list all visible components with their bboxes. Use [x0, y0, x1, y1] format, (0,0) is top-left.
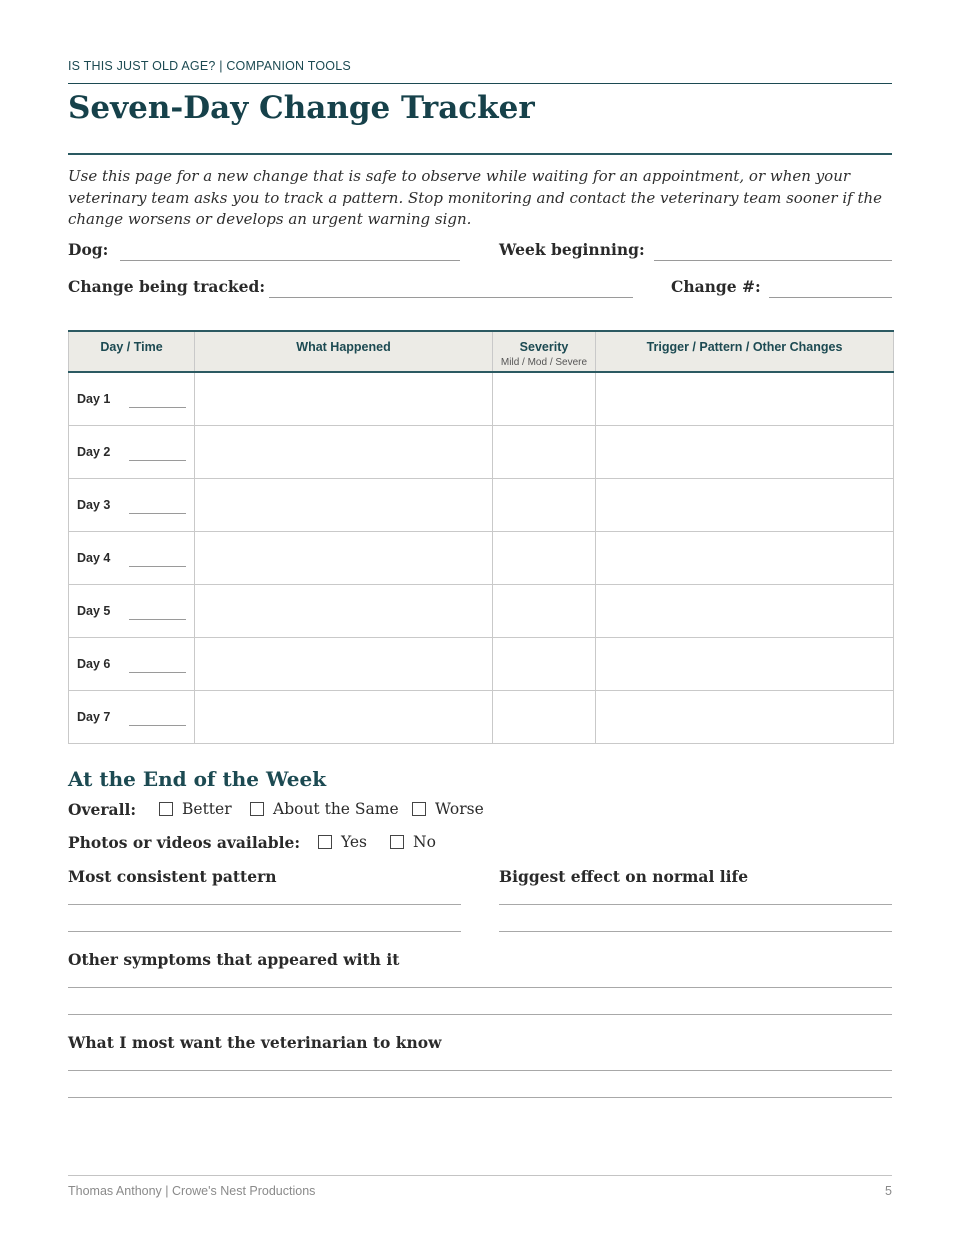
day-label: Day 3 — [77, 497, 111, 512]
symptoms-line-2[interactable] — [68, 1014, 892, 1015]
severity-cell[interactable] — [493, 531, 596, 584]
day-time-cell[interactable] — [69, 690, 195, 743]
no-option-label: No — [413, 833, 436, 851]
what-happened-cell[interactable] — [195, 372, 493, 425]
change-number-field[interactable] — [769, 297, 892, 298]
day-label: Day 4 — [77, 550, 111, 565]
time-line — [129, 513, 186, 514]
week-beginning-label: Week beginning: — [499, 240, 645, 259]
overall-row — [68, 800, 892, 822]
table-row — [69, 637, 894, 690]
vet-line-2[interactable] — [68, 1097, 892, 1098]
day-time-cell[interactable] — [69, 531, 195, 584]
day-time-cell[interactable] — [69, 637, 195, 690]
trigger-cell[interactable] — [596, 531, 894, 584]
what-happened-cell[interactable] — [195, 531, 493, 584]
pattern-line-2[interactable] — [68, 931, 461, 932]
time-line — [129, 619, 186, 620]
dog-field[interactable] — [120, 260, 460, 261]
trigger-cell[interactable] — [596, 584, 894, 637]
day-time-cell[interactable] — [69, 478, 195, 531]
page-title: Seven-Day Change Tracker — [68, 90, 535, 126]
better-option-label: Better — [182, 800, 232, 818]
day-label: Day 6 — [77, 656, 111, 671]
table-row — [69, 478, 894, 531]
photos-label: Photos or videos available: — [68, 833, 301, 852]
column-header-what-happened: What Happened — [195, 331, 493, 372]
column-header-day-time: Day / Time — [69, 331, 195, 372]
yes-checkbox[interactable] — [318, 835, 332, 849]
time-line — [129, 566, 186, 567]
severity-cell[interactable] — [493, 478, 596, 531]
change-tracked-label: Change being tracked: — [68, 277, 266, 296]
table-header-row — [69, 331, 894, 372]
day-time-cell[interactable] — [69, 372, 195, 425]
tracker-table — [68, 330, 894, 744]
pattern-line-1[interactable] — [68, 904, 461, 905]
time-line — [129, 407, 186, 408]
change-tracked-field[interactable] — [269, 297, 633, 298]
section-title-end-of-week: At the End of the Week — [68, 767, 327, 791]
column-header-severity: Severity Mild / Mod / Severe — [493, 331, 596, 372]
table-row — [69, 584, 894, 637]
severity-cell[interactable] — [493, 584, 596, 637]
severity-cell[interactable] — [493, 637, 596, 690]
week-beginning-field[interactable] — [654, 260, 892, 261]
yes-option-label: Yes — [341, 833, 368, 851]
worksheet-page — [68, 0, 892, 1243]
symptoms-prompt: Other symptoms that appeared with it — [68, 950, 400, 969]
header-rule — [68, 83, 892, 84]
severity-scale: Mild / Mod / Severe — [500, 357, 588, 368]
trigger-cell[interactable] — [596, 478, 894, 531]
time-line — [129, 725, 186, 726]
change-number-label: Change #: — [671, 277, 761, 296]
worse-option-label: Worse — [435, 800, 484, 818]
day-label: Day 1 — [77, 392, 111, 406]
photos-row — [68, 833, 892, 855]
what-happened-cell[interactable] — [195, 478, 493, 531]
what-happened-cell[interactable] — [195, 584, 493, 637]
page-number: 5 — [885, 1184, 892, 1198]
worse-checkbox[interactable] — [412, 802, 426, 816]
intro-text: Use this page for a new change that is safe to observe while waiting for an appointment, or when your veterinary team asks you to track a pattern. Stop monitoring and contact the veterinary team sooner if the change worsens or develops an urgent warning sign. — [68, 167, 883, 228]
trigger-cell[interactable] — [596, 372, 894, 425]
day-time-cell[interactable] — [69, 584, 195, 637]
what-happened-cell[interactable] — [195, 637, 493, 690]
overall-label: Overall: — [68, 800, 137, 819]
vet-prompt: What I most want the veterinarian to know — [68, 1033, 442, 1052]
table-row — [69, 372, 894, 425]
effect-prompt: Biggest effect on normal life — [499, 867, 749, 886]
trigger-cell[interactable] — [596, 425, 894, 478]
time-line — [129, 460, 186, 461]
better-checkbox[interactable] — [159, 802, 173, 816]
about-the-same-option-label: About the Same — [273, 800, 399, 818]
effect-line-1[interactable] — [499, 904, 892, 905]
day-label: Day 5 — [77, 603, 111, 618]
footer-rule — [68, 1175, 892, 1176]
what-happened-cell[interactable] — [195, 690, 493, 743]
pattern-prompt: Most consistent pattern — [68, 867, 277, 886]
day-label: Day 2 — [77, 444, 111, 459]
title-rule — [68, 153, 892, 155]
what-happened-cell[interactable] — [195, 425, 493, 478]
trigger-cell[interactable] — [596, 690, 894, 743]
time-line — [129, 672, 186, 673]
running-head: IS THIS JUST OLD AGE? | COMPANION TOOLS — [68, 59, 351, 73]
table-row — [69, 531, 894, 584]
vet-line-1[interactable] — [68, 1070, 892, 1071]
table-row — [69, 690, 894, 743]
day-label: Day 7 — [77, 709, 111, 724]
day-time-cell[interactable] — [69, 425, 195, 478]
footer-credit: Thomas Anthony | Crowe's Nest Productions — [68, 1184, 316, 1198]
symptoms-line-1[interactable] — [68, 987, 892, 988]
severity-cell[interactable] — [493, 372, 596, 425]
severity-cell[interactable] — [493, 690, 596, 743]
trigger-cell[interactable] — [596, 637, 894, 690]
column-header-trigger: Trigger / Pattern / Other Changes — [596, 331, 894, 372]
about-the-same-checkbox[interactable] — [250, 802, 264, 816]
effect-line-2[interactable] — [499, 931, 892, 932]
table-row — [69, 425, 894, 478]
severity-cell[interactable] — [493, 425, 596, 478]
no-checkbox[interactable] — [390, 835, 404, 849]
dog-label: Dog: — [68, 240, 109, 259]
